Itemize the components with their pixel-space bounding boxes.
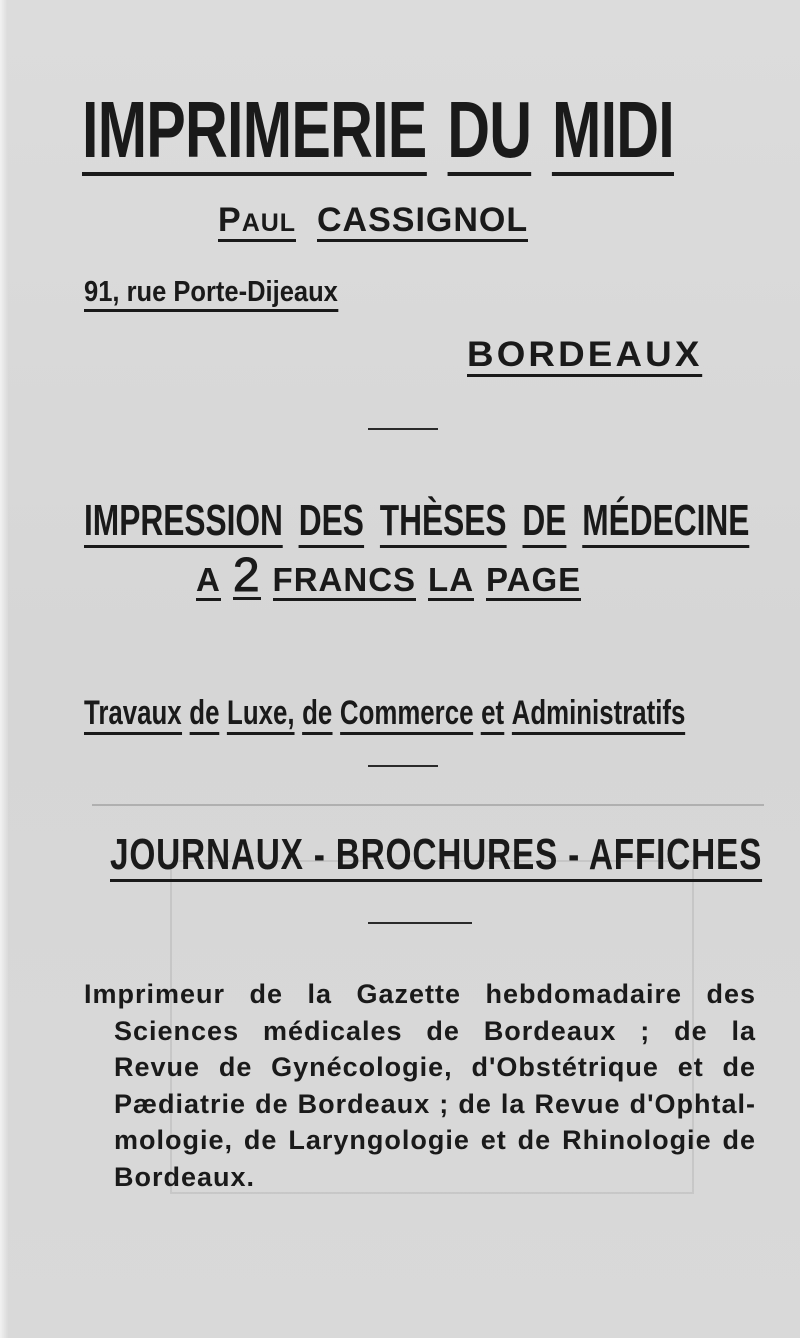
price-per-page	[196, 549, 582, 602]
print-types-text: JOURNAUX - BROCHURES - AFFICHES	[110, 833, 762, 882]
works-line	[84, 694, 686, 735]
page-edge	[0, 0, 8, 1338]
price-value: 2	[232, 549, 261, 602]
works-word-1: Travaux	[84, 696, 182, 735]
heading-word-1: IMPRESSION	[84, 499, 283, 548]
price-word-2: LA	[428, 563, 474, 601]
thesis-printing-heading	[84, 496, 750, 548]
works-word-3: Luxe,	[227, 696, 294, 735]
heading-word-3: THÈSES	[380, 499, 507, 548]
works-word-2: de	[189, 696, 219, 735]
title-word-1: IMPRIMERIE	[82, 85, 427, 174]
heading-word-4: DE	[522, 499, 566, 548]
note-line-6: Bordeaux.	[114, 1161, 256, 1192]
works-word-5: Commerce	[340, 696, 474, 735]
title-word-3: MIDI	[552, 85, 675, 174]
divider-rule-1	[368, 428, 438, 430]
works-word-7: Administratifs	[512, 696, 686, 735]
price-word-1: FRANCS	[273, 563, 417, 601]
note-line-2: Sciences médicales de Bordeaux ; de la	[114, 1015, 756, 1046]
heading-word-5: MÉDECINE	[582, 499, 749, 548]
heading-word-2: DES	[299, 499, 364, 548]
price-word-3: PAGE	[486, 563, 581, 601]
proprietor-first-name: PAUL	[218, 203, 296, 242]
works-word-4: de	[302, 696, 332, 735]
note-line-3: Revue de Gynécologie, d'Obstétrique et de	[114, 1052, 756, 1082]
divider-rule-3	[368, 922, 472, 924]
proprietor-name	[218, 201, 528, 242]
print-types-heading	[110, 830, 763, 882]
divider-rule-2	[368, 765, 438, 767]
note-line-4: Pædiatrie de Bordeaux ; de la Revue d'Ophtal-	[114, 1088, 756, 1119]
printer-title	[82, 84, 675, 176]
price-prefix: A	[196, 563, 221, 601]
title-word-2: DU	[447, 85, 532, 174]
city-name-text: BORDEAUX	[467, 337, 703, 377]
street-address	[84, 276, 338, 312]
city-name	[467, 335, 703, 377]
street-address-text: 91, rue Porte-Dijeaux	[84, 278, 338, 312]
note-line-1: Imprimeur de la Gazette hebdomadaire des	[84, 979, 756, 1009]
works-word-6: et	[481, 696, 504, 735]
note-line-5: mologie, de Laryngologie et de Rhinologie de	[114, 1125, 756, 1155]
printer-note	[84, 976, 756, 1195]
proprietor-last-name: CASSIGNOL	[317, 203, 528, 242]
bleed-through-rule	[92, 804, 764, 806]
